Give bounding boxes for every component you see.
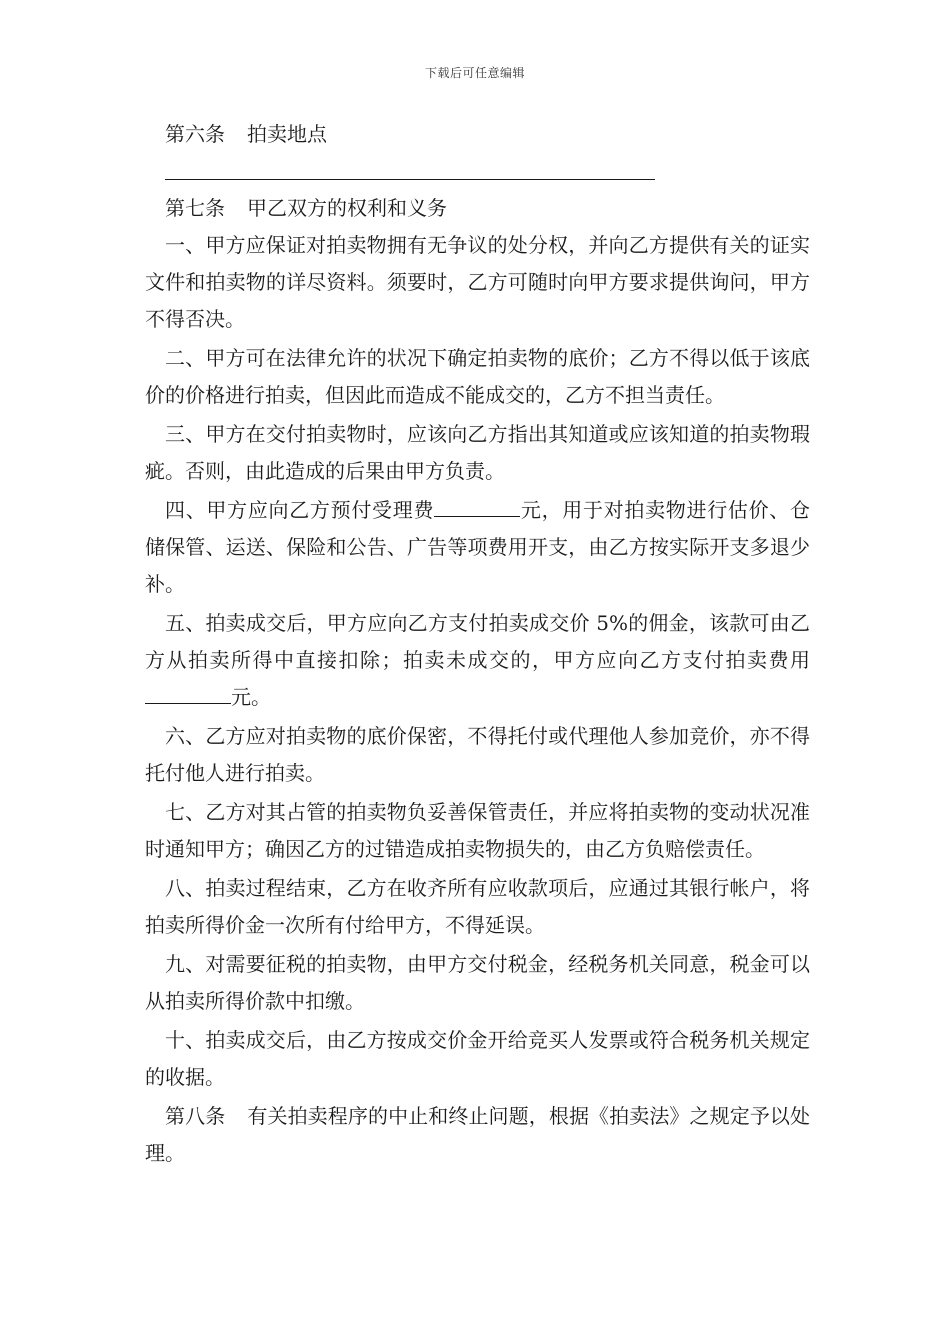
article-7-heading [145, 190, 810, 227]
article-7-title: 甲乙双方的权利和义务 [247, 196, 447, 220]
article-8-text: 有关拍卖程序的中止和终止问题，根据《拍卖法》之规定予以处理。 [145, 1104, 811, 1165]
article-7-number: 第七条 [165, 196, 225, 220]
article-6-heading [145, 116, 810, 153]
clause-5-text-a: 五、拍卖成交后，甲方应向乙方支付拍卖成交价 5%的佣金，该款可由乙方从拍卖所得中直接扣除；拍卖未成交的，甲方应向乙方支付拍卖费用 [145, 611, 810, 672]
auction-fee-blank[interactable] [145, 681, 231, 704]
fee-blank[interactable] [434, 494, 520, 517]
clause-7: 七、乙方对其占管的拍卖物负妥善保管责任，并应将拍卖物的变动状况准时通知甲方；确因乙方的过错造成拍卖物损失的，由乙方负赔偿责任。 [145, 800, 810, 861]
article-6-title: 拍卖地点 [247, 122, 327, 146]
clause-2: 二、甲方可在法律允许的状况下确定拍卖物的底价；乙方不得以低于该底价的价格进行拍卖，但因此而造成不能成交的，乙方不担当责任。 [145, 346, 810, 407]
clause-5 [145, 605, 810, 716]
article-8 [145, 1098, 810, 1172]
article-6-number: 第六条 [165, 122, 225, 146]
clause-4-text-b: 元，用于对拍卖物进行估价、仓储保管、运送、保险和公告、广告等项费用开支，由乙方按实际开支多退少补。 [145, 498, 811, 596]
article-8-number: 第八条 [165, 1104, 226, 1128]
clause-5-text-b: 元。 [231, 685, 271, 709]
clause-6: 六、乙方应对拍卖物的底价保密，不得托付或代理他人参加竞价，亦不得托付他人进行拍卖。 [145, 724, 810, 785]
clause-4 [145, 492, 810, 603]
clause-1: 一、甲方应保证对拍卖物拥有无争议的处分权，并向乙方提供有关的证实文件和拍卖物的详尽资料。须要时，乙方可随时向甲方要求提供询问，甲方不得否决。 [145, 233, 810, 331]
page-header: 下载后可任意编辑 [424, 66, 525, 80]
clause-8: 八、拍卖过程结束，乙方在收齐所有应收款项后，应通过其银行帐户，将拍卖所得价金一次所有付给甲方，不得延误。 [145, 876, 810, 937]
document-body [145, 116, 810, 1172]
clause-10: 十、拍卖成交后，由乙方按成交价金开给竞买人发票或符合税务机关规定的收据。 [145, 1028, 810, 1089]
clause-4-text-a: 四、甲方应向乙方预付受理费 [165, 498, 435, 522]
clause-9: 九、对需要征税的拍卖物，由甲方交付税金，经税务机关同意，税金可以从拍卖所得价款中扣缴。 [145, 952, 810, 1013]
article-6-fill-in-line[interactable] [145, 153, 810, 190]
clause-3: 三、甲方在交付拍卖物时，应该向乙方指出其知道或应该知道的拍卖物瑕疵。否则，由此造成的后果由甲方负责。 [145, 422, 810, 483]
